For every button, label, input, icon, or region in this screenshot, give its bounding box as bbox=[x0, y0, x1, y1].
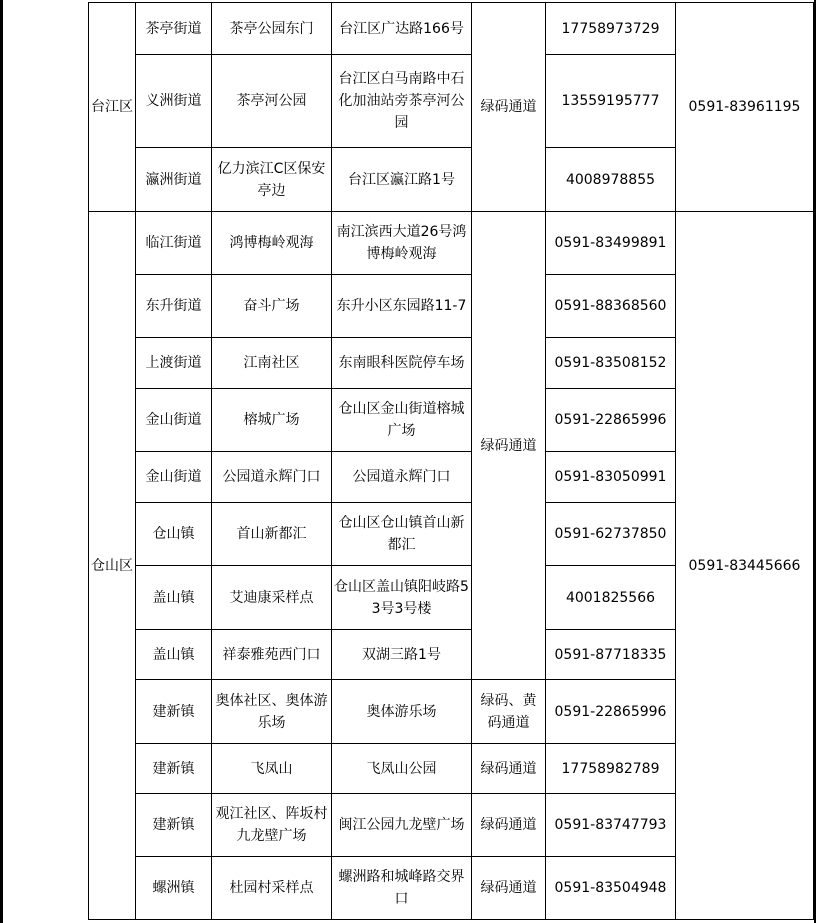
channel-cell: 绿码通道 bbox=[472, 744, 546, 794]
phone-cell: 0591-62737850 bbox=[546, 503, 676, 566]
address-cell: 公园道永辉门口 bbox=[332, 452, 472, 503]
address-cell: 仓山区盖山镇阳岐路53号3号楼 bbox=[332, 566, 472, 630]
address-cell: 仓山区金山街道榕城广场 bbox=[332, 389, 472, 452]
street-cell: 建新镇 bbox=[136, 794, 212, 857]
site-cell: 茶亭公园东门 bbox=[212, 3, 332, 55]
phone-cell: 0591-83508152 bbox=[546, 338, 676, 389]
channel-cell: 绿码通道 bbox=[472, 794, 546, 857]
address-cell: 螺洲路和城峰路交界口 bbox=[332, 857, 472, 920]
phone-cell: 0591-87718335 bbox=[546, 630, 676, 680]
street-cell: 盖山镇 bbox=[136, 566, 212, 630]
site-cell: 榕城广场 bbox=[212, 389, 332, 452]
address-cell: 南江滨西大道26号鸿博梅岭观海 bbox=[332, 212, 472, 275]
address-cell: 闽江公园九龙壁广场 bbox=[332, 794, 472, 857]
channel-cell: 绿码、黄码通道 bbox=[472, 680, 546, 744]
address-cell: 仓山区仓山镇首山新都汇 bbox=[332, 503, 472, 566]
address-cell: 台江区广达路166号 bbox=[332, 3, 472, 55]
site-cell: 杜园村采样点 bbox=[212, 857, 332, 920]
address-cell: 双湖三路1号 bbox=[332, 630, 472, 680]
channel-cell: 绿码通道 bbox=[472, 857, 546, 920]
address-cell: 飞凤山公园 bbox=[332, 744, 472, 794]
street-cell: 金山街道 bbox=[136, 452, 212, 503]
street-cell: 建新镇 bbox=[136, 744, 212, 794]
channel-cell: 绿码通道 bbox=[472, 212, 546, 680]
street-cell: 金山街道 bbox=[136, 389, 212, 452]
street-cell: 临江街道 bbox=[136, 212, 212, 275]
phone-cell: 4001825566 bbox=[546, 566, 676, 630]
street-cell: 瀛洲街道 bbox=[136, 148, 212, 212]
street-cell: 螺洲镇 bbox=[136, 857, 212, 920]
street-cell: 上渡街道 bbox=[136, 338, 212, 389]
channel-cell: 绿码通道 bbox=[472, 3, 546, 212]
table-row bbox=[89, 212, 814, 275]
street-cell: 仓山镇 bbox=[136, 503, 212, 566]
site-cell: 飞凤山 bbox=[212, 744, 332, 794]
district-cell: 仓山区 bbox=[89, 212, 136, 920]
phone-cell: 17758982789 bbox=[546, 744, 676, 794]
phone-cell: 0591-83747793 bbox=[546, 794, 676, 857]
street-cell: 义洲街道 bbox=[136, 55, 212, 148]
hotline-cell: 0591-83961195 bbox=[676, 3, 814, 212]
phone-cell: 0591-22865996 bbox=[546, 680, 676, 744]
phone-cell: 0591-88368560 bbox=[546, 275, 676, 338]
street-cell: 建新镇 bbox=[136, 680, 212, 744]
site-cell: 奥体社区、奥体游乐场 bbox=[212, 680, 332, 744]
phone-cell: 4008978855 bbox=[546, 148, 676, 212]
site-cell: 首山新都汇 bbox=[212, 503, 332, 566]
district-cell: 台江区 bbox=[89, 3, 136, 212]
site-cell: 奋斗广场 bbox=[212, 275, 332, 338]
address-cell: 东南眼科医院停车场 bbox=[332, 338, 472, 389]
site-cell: 江南社区 bbox=[212, 338, 332, 389]
site-cell: 公园道永辉门口 bbox=[212, 452, 332, 503]
phone-cell: 0591-83504948 bbox=[546, 857, 676, 920]
street-cell: 盖山镇 bbox=[136, 630, 212, 680]
address-cell: 奥体游乐场 bbox=[332, 680, 472, 744]
phone-cell: 13559195777 bbox=[546, 55, 676, 148]
site-cell: 亿力滨江C区保安亭边 bbox=[212, 148, 332, 212]
testing-sites-table bbox=[88, 2, 814, 920]
street-cell: 东升街道 bbox=[136, 275, 212, 338]
phone-cell: 17758973729 bbox=[546, 3, 676, 55]
address-cell: 台江区瀛江路1号 bbox=[332, 148, 472, 212]
site-cell: 祥泰雅苑西门口 bbox=[212, 630, 332, 680]
hotline-cell: 0591-83445666 bbox=[676, 212, 814, 920]
site-cell: 鸿博梅岭观海 bbox=[212, 212, 332, 275]
phone-cell: 0591-83050991 bbox=[546, 452, 676, 503]
phone-cell: 0591-83499891 bbox=[546, 212, 676, 275]
site-cell: 艾迪康采样点 bbox=[212, 566, 332, 630]
street-cell: 茶亭街道 bbox=[136, 3, 212, 55]
table-row bbox=[89, 3, 814, 55]
address-cell: 东升小区东园路11-7 bbox=[332, 275, 472, 338]
site-cell: 观江社区、阵坂村九龙壁广场 bbox=[212, 794, 332, 857]
page-left-border bbox=[0, 0, 3, 923]
phone-cell: 0591-22865996 bbox=[546, 389, 676, 452]
address-cell: 台江区白马南路中石化加油站旁茶亭河公园 bbox=[332, 55, 472, 148]
site-cell: 茶亭河公园 bbox=[212, 55, 332, 148]
